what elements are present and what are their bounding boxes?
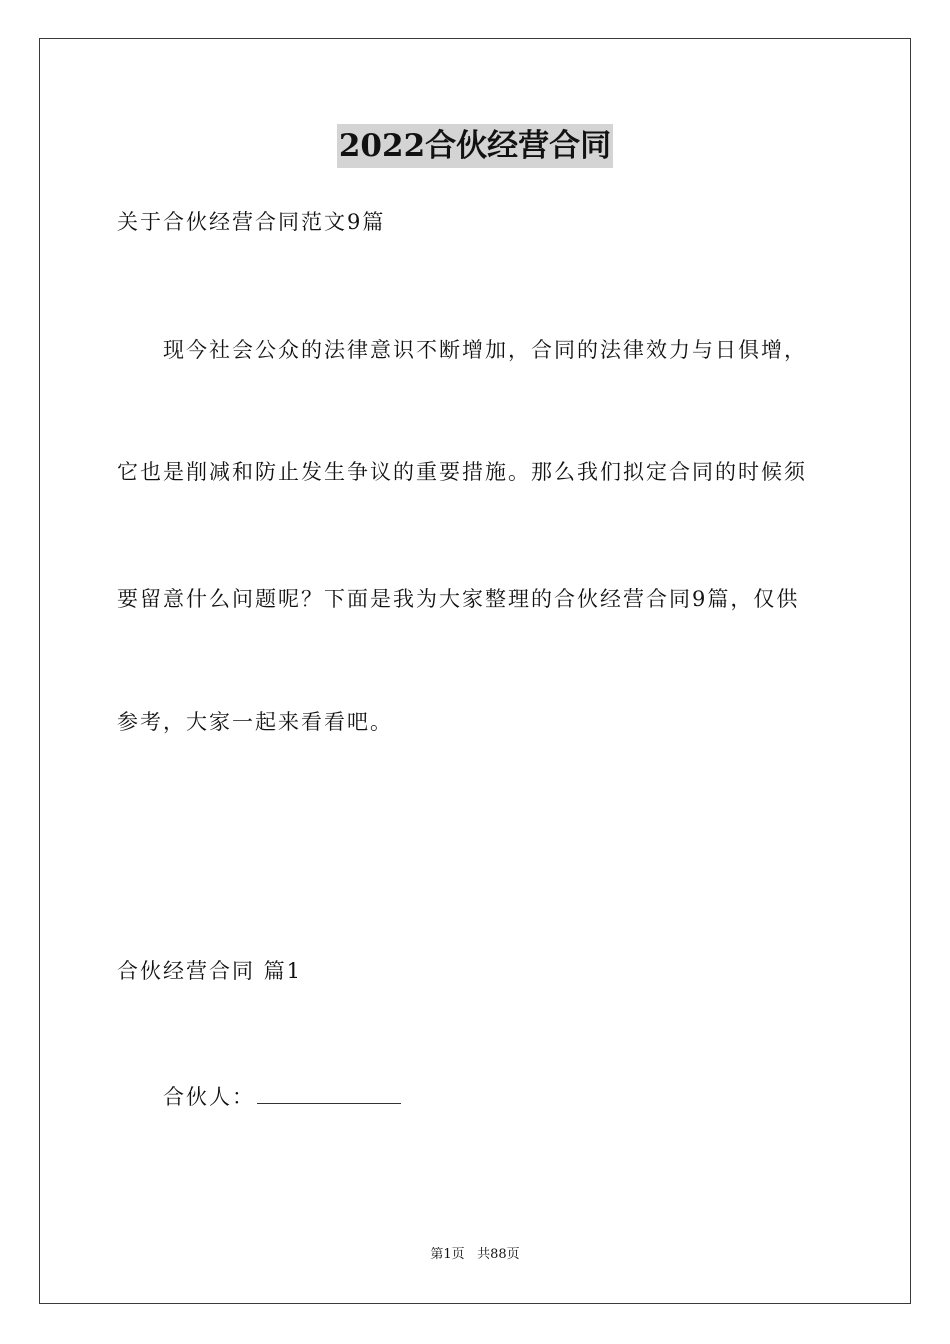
footer-page-total: 共88页 (477, 1247, 520, 1262)
intro-line-2: 它也是削减和防止发生争议的重要措施。那么我们拟定合同的时候须 (117, 460, 807, 484)
partner-line (163, 1082, 401, 1112)
intro-line-3: 要留意什么问题呢？下面是我为大家整理的合伙经营合同9篇，仅供 (117, 587, 800, 611)
section-heading: 合伙经营合同 篇1 (117, 959, 303, 983)
partner-label: 合伙人： (163, 1085, 255, 1109)
intro-line-1: 现今社会公众的法律意识不断增加，合同的法律效力与日俱增， (163, 338, 807, 362)
intro-line-4: 参考，大家一起来看看吧。 (117, 710, 393, 734)
page-footer (0, 1246, 950, 1264)
footer-page-current: 第1页 (430, 1247, 465, 1262)
document-subtitle: 关于合伙经营合同范文9篇 (117, 210, 386, 234)
partner-blank-field[interactable] (257, 1083, 401, 1104)
title-container (0, 124, 950, 168)
document-title: 2022合伙经营合同 (337, 124, 613, 168)
